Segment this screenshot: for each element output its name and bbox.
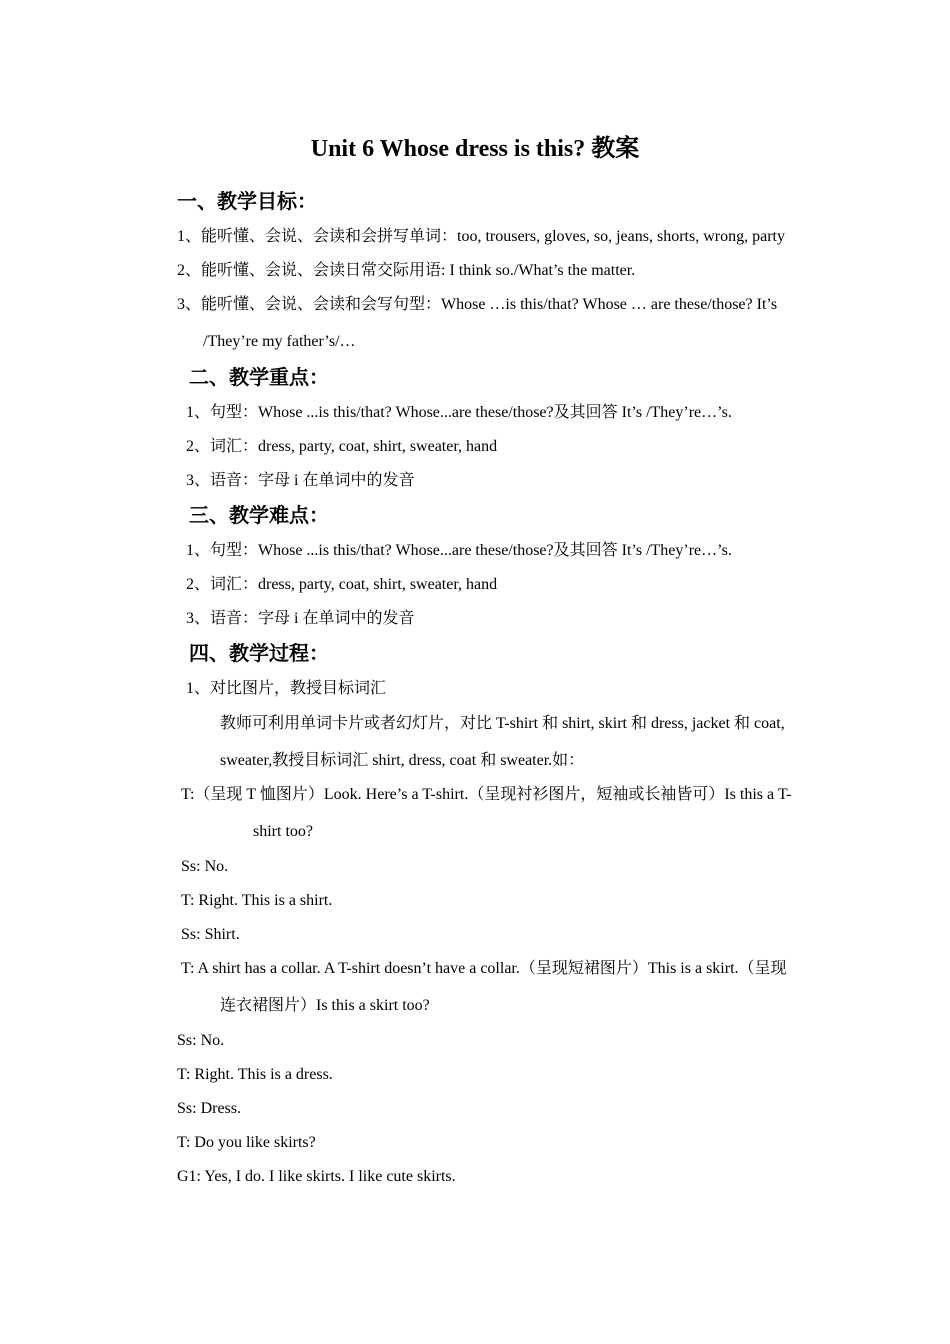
- objective-item: 2、能听懂、会说、会读日常交际用语: I think so./What’s the matter.: [177, 262, 636, 279]
- dialogue-line-continued: shirt too?: [253, 823, 313, 840]
- dialogue-line-continued: 连衣裙图片）Is this a skirt too?: [220, 997, 430, 1014]
- process-step-description: 教师可利用单词卡片或者幻灯片，对比 T-shirt 和 shirt, skirt 和 dress, jacket 和 coat,: [220, 715, 785, 732]
- dialogue-line: T:（呈现 T 恤图片）Look. Here’s a T-shirt.（呈现衬衫图片，短袖或长袖皆可）Is this a T-: [181, 786, 792, 803]
- key-point-item: 1、句型：Whose ...is this/that? Whose...are these/those?及其回答 It’s /They’re…’s.: [186, 404, 732, 421]
- dialogue-line: Ss: Shirt.: [181, 926, 240, 943]
- process-step-description: sweater,教授目标词汇 shirt, dress, coat 和 sweater.如：: [220, 752, 585, 769]
- process-step: 1、对比图片，教授目标词汇: [186, 680, 387, 697]
- key-point-item: 3、语音：字母 i 在单词中的发音: [186, 472, 415, 489]
- objective-item: 3、能听懂、会说、会读和会写句型：Whose …is this/that? Whose … are these/those? It’s: [177, 296, 778, 313]
- difficult-point-item: 2、词汇：dress, party, coat, shirt, sweater, hand: [186, 576, 498, 593]
- key-point-item: 2、词汇：dress, party, coat, shirt, sweater, hand: [186, 438, 498, 455]
- dialogue-line: T: Right. This is a dress.: [177, 1066, 333, 1083]
- objective-item: 1、能听懂、会说、会读和会拼写单词：too, trousers, gloves, so, jeans, shorts, wrong, party: [177, 228, 785, 245]
- heading-difficult-points: 三、教学难点：: [189, 503, 329, 527]
- dialogue-line: Ss: Dress.: [177, 1100, 242, 1117]
- difficult-point-item: 1、句型：Whose ...is this/that? Whose...are these/those?及其回答 It’s /They’re…’s.: [186, 542, 732, 559]
- heading-objectives: 一、教学目标：: [177, 189, 317, 213]
- dialogue-line: Ss: No.: [181, 858, 229, 875]
- heading-teaching-process: 四、教学过程：: [189, 641, 329, 665]
- dialogue-line: T: A shirt has a collar. A T-shirt doesn’t have a collar.（呈现短裙图片）This is a skirt.（呈现: [181, 960, 787, 977]
- dialogue-line: G1: Yes, I do. I like skirts. I like cute skirts.: [177, 1168, 456, 1185]
- objective-item-continued: /They’re my father’s/…: [203, 333, 356, 350]
- dialogue-line: T: Right. This is a shirt.: [181, 892, 333, 909]
- difficult-point-item: 3、语音：字母 i 在单词中的发音: [186, 610, 415, 627]
- dialogue-line: Ss: No.: [177, 1032, 225, 1049]
- heading-key-points: 二、教学重点：: [189, 365, 329, 389]
- dialogue-line: T: Do you like skirts?: [177, 1134, 316, 1151]
- document-title: Unit 6 Whose dress is this? 教案: [310, 136, 640, 162]
